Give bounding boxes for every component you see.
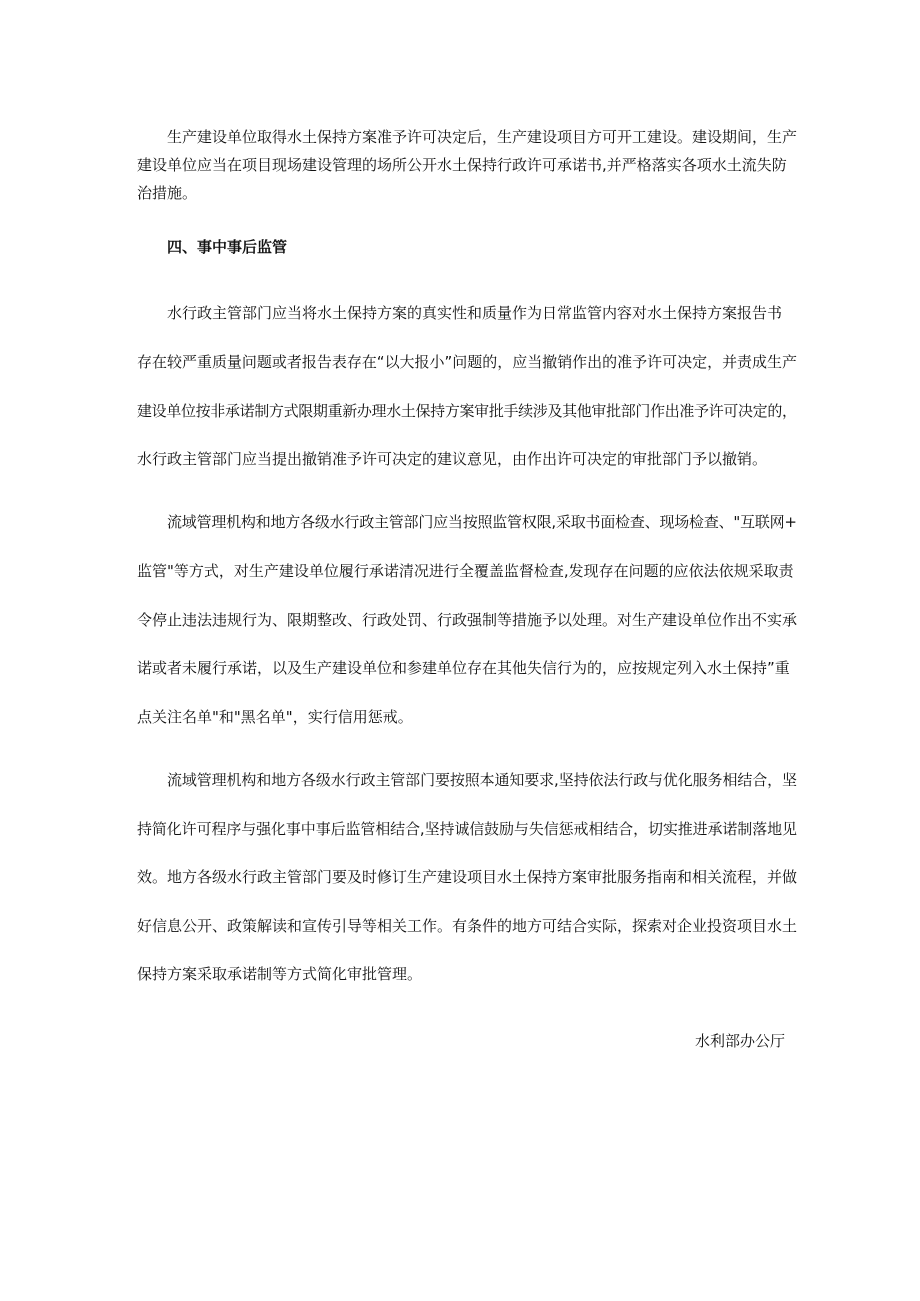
paragraph-3-line-1: 流域管理机构和地方各级水行政主管部门应当按照监管权限,采取书面检查、现场检查、"互联网+ bbox=[167, 513, 797, 531]
signature-office: 水利部办公厅 bbox=[694, 1032, 785, 1050]
paragraph-3-line-5: 点关注名单"和"黑名单"，实行信用惩戒。 bbox=[137, 708, 413, 726]
paragraph-4-line-2: 持简化许可程序与强化事中事后监管相结合,坚持诚信鼓励与失信惩戒相结合，切实推进承诺制落地见 bbox=[137, 820, 797, 838]
paragraph-3-line-2: 监管"等方式，对生产建设单位履行承诺清况进行全覆盖监督检查,发现存在问题的应依法依规采取责 bbox=[137, 562, 794, 580]
paragraph-2-line-4: 水行政主管部门应当提出撤销准予许可决定的建议意见，由作出许可决定的审批部门予以撤销。 bbox=[137, 450, 768, 468]
paragraph-4-line-3: 效。地方各级水行政主管部门要及时修订生产建设项目水土保持方案审批服务指南和相关流程，并做 bbox=[137, 868, 798, 886]
paragraph-1-line-2: 建设单位应当在项目现场建设管理的场所公开水土保持行政许可承诺书,并严格落实各项水土流失防 bbox=[137, 156, 787, 174]
paragraph-1-line-3: 治措施。 bbox=[137, 184, 198, 202]
paragraph-2-line-2: 存在较严重质量问题或者报告表存在“以大报小”问题的，应当撤销作出的准予许可决定，并责成生产 bbox=[137, 353, 798, 371]
paragraph-3-line-3: 令停止违法违规行为、限期整改、行政处罚、行政强制等措施予以处理。对生产建设单位作出不实承 bbox=[137, 611, 798, 629]
paragraph-3-line-4: 诺或者未履行承诺，以及生产建设单位和参建单位存在其他失信行为的，应按规定列入水土保持”重 bbox=[137, 659, 790, 677]
paragraph-4-line-1: 流域管理机构和地方各级水行政主管部门要按照本通知要求,坚持依法行政与优化服务相结合，坚 bbox=[167, 771, 797, 789]
paragraph-1-line-1: 生产建设单位取得水土保持方案准予许可决定后，生产建设项目方可开工建设。建设期间，生产 bbox=[167, 128, 798, 146]
paragraph-4-line-4: 好信息公开、政策解读和宣传引导等相关工作。有条件的地方可结合实际，探索对企业投资项目水土 bbox=[137, 917, 798, 935]
paragraph-4-line-5: 保持方案采取承诺制等方式简化审批管理。 bbox=[137, 965, 423, 983]
section-heading: 四、事中事后监管 bbox=[167, 238, 288, 256]
paragraph-2-line-1: 水行政主管部门应当将水土保持方案的真实性和质量作为日常监管内容对水土保持方案报告书 bbox=[167, 304, 783, 322]
paragraph-2-line-3: 建设单位按非承诺制方式限期重新办理水土保持方案审批手续涉及其他审批部门作出准予许可决定的， bbox=[137, 402, 797, 420]
